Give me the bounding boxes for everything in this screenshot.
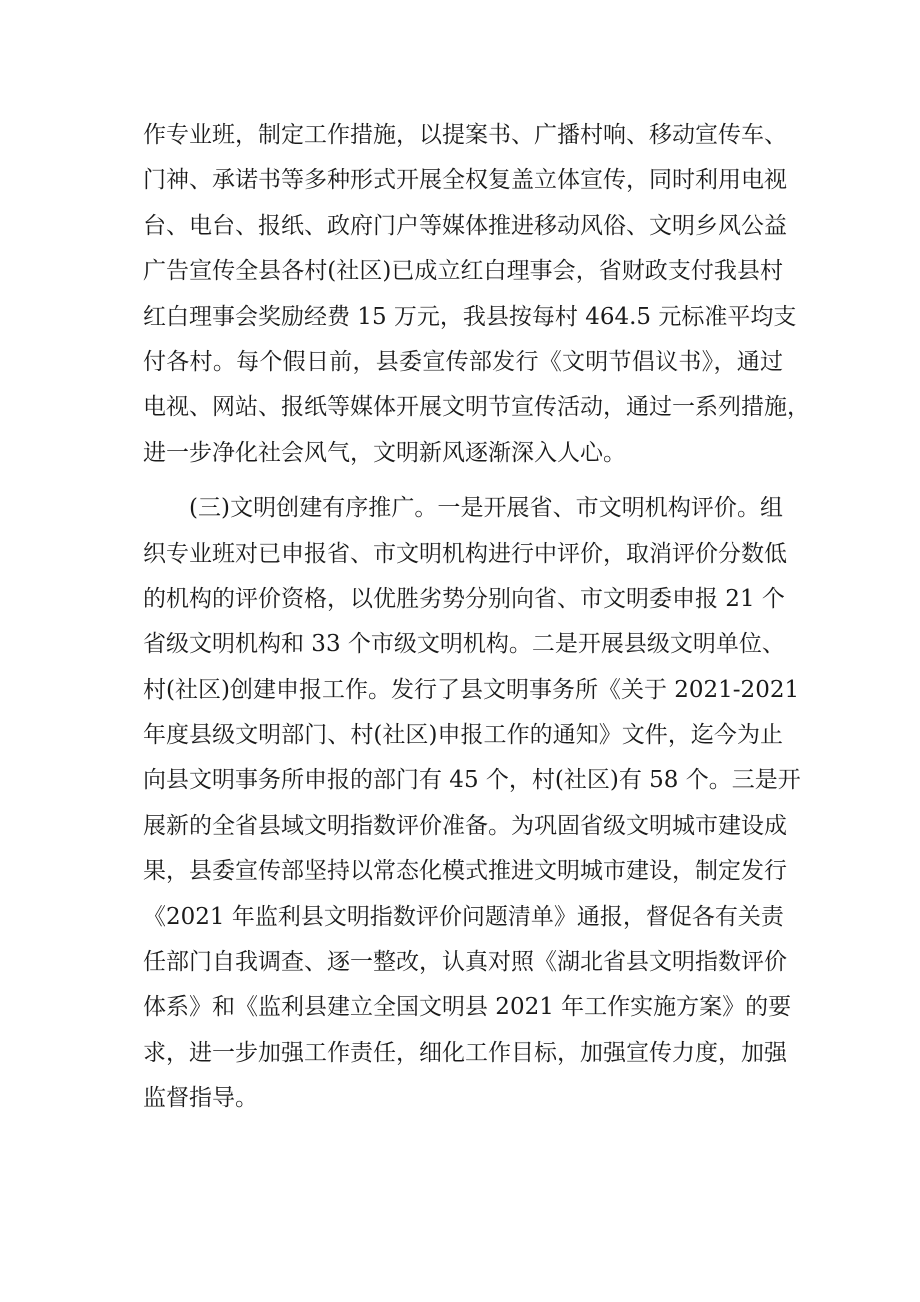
text-line: 织专业班对已申报省、市文明机构进行中评价，取消评价分数低 [143,540,787,567]
text-line: 台、电台、报纸、政府门户等媒体推进移动风俗、文明乡风公益 [143,212,787,239]
text-line: 监督指导。 [143,1085,258,1112]
text-line: 作专业班，制定工作措施，以提案书、广播村响、移动宣传车、 [143,122,787,148]
paragraph-gap [143,476,783,486]
text-line: 年度县级文明部门、村(社区)申报工作的通知》文件，迄今为止 [143,722,783,749]
text-line: 红白理事会奖励经费 15 万元，我县按每村 464.5 元标准平均支 [143,303,797,330]
paragraph-1 [143,113,810,476]
text-line: 体系》和《监利县建立全国文明县 2021 年工作实施方案》的要 [143,994,792,1021]
document-body [143,113,810,1122]
text-line: 进一步净化社会风气，文明新风逐渐深入人心。 [143,439,626,466]
text-line: 任部门自我调查、逐一整改，认真对照《湖北省县文明指数评价 [143,949,787,976]
text-line: 求，进一步加强工作责任，细化工作目标，加强宣传力度，加强 [143,1039,787,1066]
text-line: 向县文明事务所申报的部门有 45 个，村(社区)有 58 个。三是开 [143,767,801,794]
text-line: 付各村。每个假日前，县委宣传部发行《文明节倡议书》，通过 [143,348,783,375]
text-line: 果，县委宣传部坚持以常态化模式推进文明城市建设，制定发行 [143,858,787,885]
text-line-indented: (三)文明创建有序推广。一是开展省、市文明机构评价。组 [189,495,783,522]
text-line: 展新的全省县域文明指数评价准备。为巩固省级文明城市建设成 [143,812,787,839]
text-line: 省级文明机构和 33 个市级文明机构。二是开展县级文明单位、 [143,631,785,658]
text-line: 电视、网站、报纸等媒体开展文明节宣传活动，通过一系列措施， [143,394,810,421]
paragraph-2 [143,486,801,1121]
text-line: 《2021 年监利县文明指数评价问题清单》通报，督促各有关责 [143,903,784,930]
text-line: 广告宣传全县各村(社区)已成立红白理事会，省财政支付我县村 [143,258,783,285]
text-line: 的机构的评价资格，以优胜劣势分别向省、市文明委申报 21 个 [143,585,785,612]
text-line: 村(社区)创建申报工作。发行了县文明事务所《关于 2021-2021 [143,676,800,703]
text-line: 门神、承诺书等多种形式开展全权复盖立体宣传，同时利用电视 [143,167,787,194]
